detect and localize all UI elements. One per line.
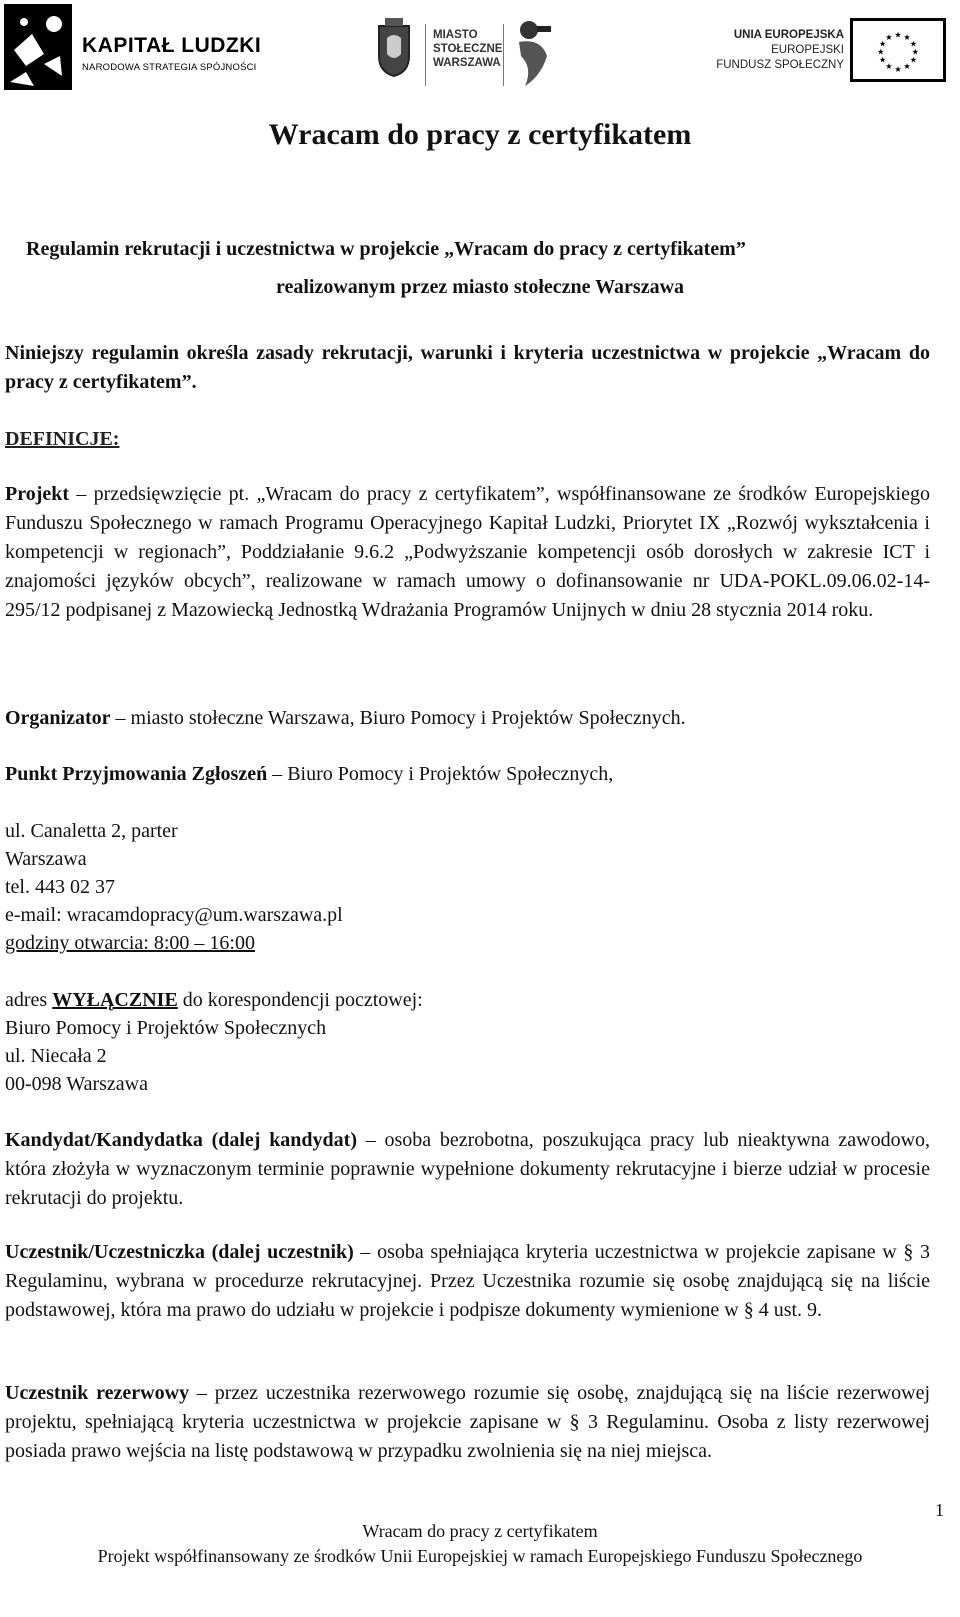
definition-organizator (5, 704, 686, 732)
kapital-ludzki-name: KAPITAŁ LUDZKI (82, 34, 262, 57)
logo-separator (503, 24, 504, 86)
eu-flag-icon (850, 18, 946, 82)
footer-title: Wracam do pracy z certyfikatem (362, 1521, 598, 1541)
text-projekt: – przedsięwzięcie pt. „Wracam do pracy z certyfikatem”, współfinansowane ze środków Europejskiego Funduszu Społecznego w ramach Programu Operacyjnego Kapitał Ludzki, Priorytet IX „Rozwój wykształcenia i kompetencji w regionach”, Poddziałanie 9.6.2 „Podwyższanie kompetencji osób dorosłych w zakresie ICT i znajomości języków obcych”, realizowane w ramach umowy o dofinansowanie nr UDA-POKL.09.06.02-14-295/12 podpisanej z Mazowiecką Jednostką Wdrażania Programów Unijnych w dniu 28 stycznia 2014 roku. (5, 483, 930, 621)
kapital-ludzki-logo (4, 4, 274, 90)
correspondence-suffix: do korespondencji pocztowej: (177, 989, 423, 1011)
correspondence-org: Biuro Pomocy i Projektów Społecznych (5, 1017, 327, 1039)
eu-logo-text (716, 28, 844, 73)
warszawa-logo-text (433, 28, 502, 70)
svg-text:★: ★ (885, 61, 893, 72)
document-title: Wracam do pracy z certyfikatem (268, 118, 692, 151)
svg-text:★: ★ (878, 38, 887, 49)
warsaw-crest-icon (375, 18, 413, 78)
kapital-ludzki-emblem-icon (4, 4, 72, 90)
term-rezerwowy: Uczestnik rezerwowy (5, 1382, 190, 1404)
eu-line2: EUROPEJSKI (771, 44, 844, 56)
term-organizator: Organizator (5, 707, 111, 729)
term-projekt: Projekt (5, 483, 70, 505)
definition-uczestnik (5, 1238, 930, 1325)
svg-text:★: ★ (894, 63, 902, 74)
svg-text:★: ★ (903, 61, 911, 72)
logo-header (0, 0, 960, 96)
svg-text:★: ★ (894, 29, 902, 40)
text-punkt: – Biuro Pomocy i Projektów Społecznych, (267, 763, 614, 785)
text-organizator: – miasto stołeczne Warszawa, Biuro Pomocy i Projektów Społecznych. (110, 707, 686, 729)
contact-street: ul. Canaletta 2, parter (5, 820, 178, 842)
kapital-ludzki-tagline: NARODOWA STRATEGIA SPÓJNOŚCI (82, 62, 257, 73)
definition-rezerwowy (5, 1379, 930, 1466)
text-uczestnik: – osoba spełniająca kryteria uczestnictwa w projekcie zapisane w § 3 Regulaminu, wybrana w procedurze rekrutacyjnej. Przez Uczestnika rozumie się osobę znajdującą się na liście podstawowej, która ma prawo do udziału w projekcie i podpisze dokumenty wymienione w § 4 ust. 9. (5, 1241, 930, 1321)
correspondence-emphasis: WYŁĄCZNIE (52, 989, 178, 1011)
contact-email: e-mail: wracamdopracy@um.warszawa.pl (5, 904, 343, 926)
subtitle-line2: realizowanym przez miasto stołeczne Warszawa (275, 276, 685, 298)
subtitle-line1: Regulamin rekrutacji i uczestnictwa w projekcie „Wracam do pracy z certyfikatem” (26, 238, 746, 260)
eu-line1: UNIA EUROPEJSKA (733, 29, 844, 41)
page-number: 1 (935, 1500, 944, 1520)
definitions-heading: DEFINICJE: (5, 428, 120, 450)
eu-efs-logo (704, 18, 954, 84)
svg-text:★: ★ (909, 38, 918, 49)
logo-separator (425, 24, 426, 86)
intro-paragraph: Niniejszy regulamin określa zasady rekrutacji, warunki i kryteria uczestnictwa w projekcie „Wracam do pracy z certyfikatem”. (5, 342, 930, 393)
definition-punkt (5, 760, 613, 788)
term-kandydat: Kandydat/Kandydatka (dalej kandydat) (5, 1129, 358, 1151)
footer-funding: Projekt współfinansowany ze środków Unii Europejskiej w ramach Europejskiego Funduszu Społecznego (97, 1546, 863, 1566)
warszawa-line3: WARSZAWA (433, 57, 501, 69)
text-rezerwowy: – przez uczestnika rezerwowego rozumie się osobę, znajdującą się na liście rezerwowej projektu, spełniającą kryteria uczestnictwa w projekcie zapisane w § 3 Regulaminu. Osoba z listy rezerwowej posiada prawo wejścia na listę podstawową w przypadku zwolnienia się na niej miejsca. (5, 1382, 931, 1462)
warszawa-logo (375, 14, 545, 94)
correspondence-postal: 00-098 Warszawa (5, 1073, 148, 1095)
svg-text:★: ★ (909, 54, 918, 65)
warszawa-line1: MIASTO (433, 29, 478, 41)
eu-line3: FUNDUSZ SPOŁECZNY (716, 59, 844, 71)
warszawa-line2: STOŁECZNE (433, 43, 503, 55)
contact-city: Warszawa (5, 848, 87, 870)
definition-projekt (5, 480, 930, 625)
opening-hours: godziny otwarcia: 8:00 – 16:00 (5, 932, 255, 954)
svg-text:★: ★ (877, 46, 885, 57)
text-kandydat: – osoba bezrobotna, poszukująca pracy lub nieaktywna zawodowo, która złożyła w wyznaczonym terminie poprawnie wypełnione dokumenty rekrutacyjne i bierze udział w procesie rekrutacji do projektu. (5, 1129, 931, 1209)
mermaid-figure-icon (511, 16, 555, 90)
correspondence-street: ul. Niecała 2 (5, 1045, 107, 1067)
correspondence-prefix: adres (5, 989, 53, 1011)
svg-text:★: ★ (885, 32, 893, 43)
svg-text:★: ★ (911, 46, 919, 57)
svg-text:★: ★ (878, 54, 887, 65)
contact-phone: tel. 443 02 37 (5, 876, 115, 898)
svg-text:★: ★ (903, 32, 911, 43)
term-uczestnik: Uczestnik/Uczestniczka (dalej uczestnik) (5, 1241, 354, 1263)
correspondence-heading (5, 986, 423, 1014)
term-punkt: Punkt Przyjmowania Zgłoszeń (5, 763, 268, 785)
definition-kandydat (5, 1126, 930, 1213)
